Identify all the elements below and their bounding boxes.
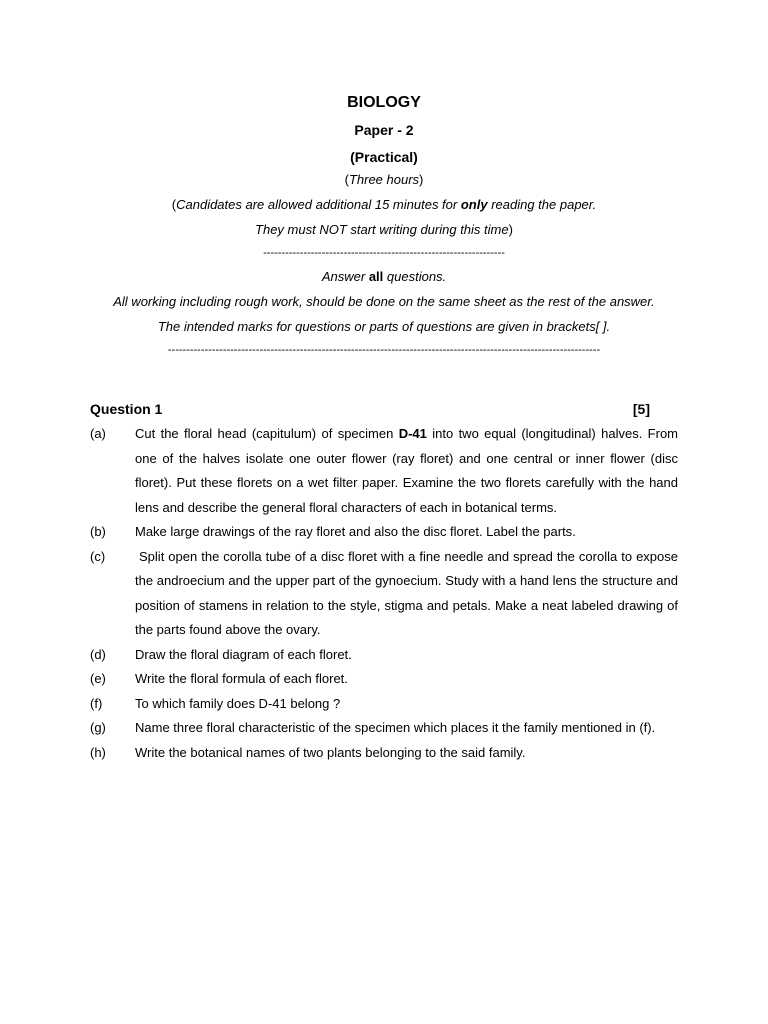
- question-part-d: [90, 643, 678, 668]
- part-text: To which family does D-41 belong ?: [135, 695, 341, 711]
- exam-header: [0, 92, 768, 361]
- part-label: (a): [90, 426, 106, 441]
- part-text: Write the botanical names of two plants belonging to the said family.: [135, 744, 526, 760]
- part-label: (e): [90, 671, 106, 686]
- instruction-marks: The intended marks for questions or parts of questions are given in brackets[ ].: [157, 319, 611, 334]
- subject-title: BIOLOGY: [347, 94, 421, 111]
- duration-line: (Three hours): [344, 172, 424, 187]
- question-part-h: [90, 741, 678, 766]
- paper-number: Paper - 2: [354, 122, 414, 138]
- question-part-b: [90, 520, 678, 545]
- question-part-c: [90, 545, 682, 643]
- question-part-e: [90, 667, 678, 692]
- part-label: (f): [90, 695, 103, 711]
- part-text: Name three floral characteristic of the specimen which places it the family mentioned in (f).: [135, 720, 656, 735]
- question-part-g: [90, 716, 678, 741]
- paper-type: (Practical): [350, 149, 418, 165]
- question-title: Question 1: [90, 401, 163, 417]
- writing-note: They must NOT start writing during this time): [255, 222, 513, 237]
- reading-time-note: (Candidates are allowed additional 15 minutes for only reading the paper.: [171, 197, 597, 212]
- instruction-answer-all: Answer all questions.: [321, 269, 447, 284]
- question-marks: [5]: [632, 401, 650, 417]
- question-1: [90, 398, 682, 765]
- part-text: Split open the corolla tube of a disc floret with a fine needle and spread the corolla to expose the androecium and the upper part of the gynoecium. Study with a hand lens the structure and position of stamens in relation to the style, stigma and petals. Make a neat labeled drawing of the parts found above the ovary.: [135, 548, 682, 637]
- part-text: Draw the floral diagram of each floret.: [135, 646, 352, 662]
- question-part-a: [90, 422, 678, 520]
- part-label: (b): [90, 524, 106, 539]
- question-heading: [90, 398, 678, 420]
- part-label: (g): [90, 720, 106, 735]
- divider-short: ------------------------------------------------------------------: [263, 247, 505, 259]
- part-text: Write the floral formula of each floret.: [135, 671, 348, 686]
- part-label: (d): [90, 646, 106, 662]
- part-label: (h): [90, 744, 106, 760]
- instruction-rough-work: All working including rough work, should be done on the same sheet as the rest of the answer.: [113, 294, 655, 309]
- part-text: Cut the floral head (capitulum) of specimen D-41 into two equal (longitudinal) halves. From one of the halves isolate one outer flower (ray floret) and one central or inner flower (disc floret). Put these florets on a wet filter paper. Examine the two florets carefully with the hand lens and describe the general floral characters of each in botanical terms.: [135, 426, 678, 515]
- divider-long: ----------------------------------------------------------------------------------------------------------------------: [167, 344, 601, 356]
- question-parts: [90, 422, 682, 765]
- part-text: Make large drawings of the ray floret and also the disc floret. Label the parts.: [135, 524, 576, 539]
- duration: Three hours: [348, 172, 420, 187]
- question-part-f: [90, 692, 678, 717]
- part-label: (c): [90, 548, 106, 564]
